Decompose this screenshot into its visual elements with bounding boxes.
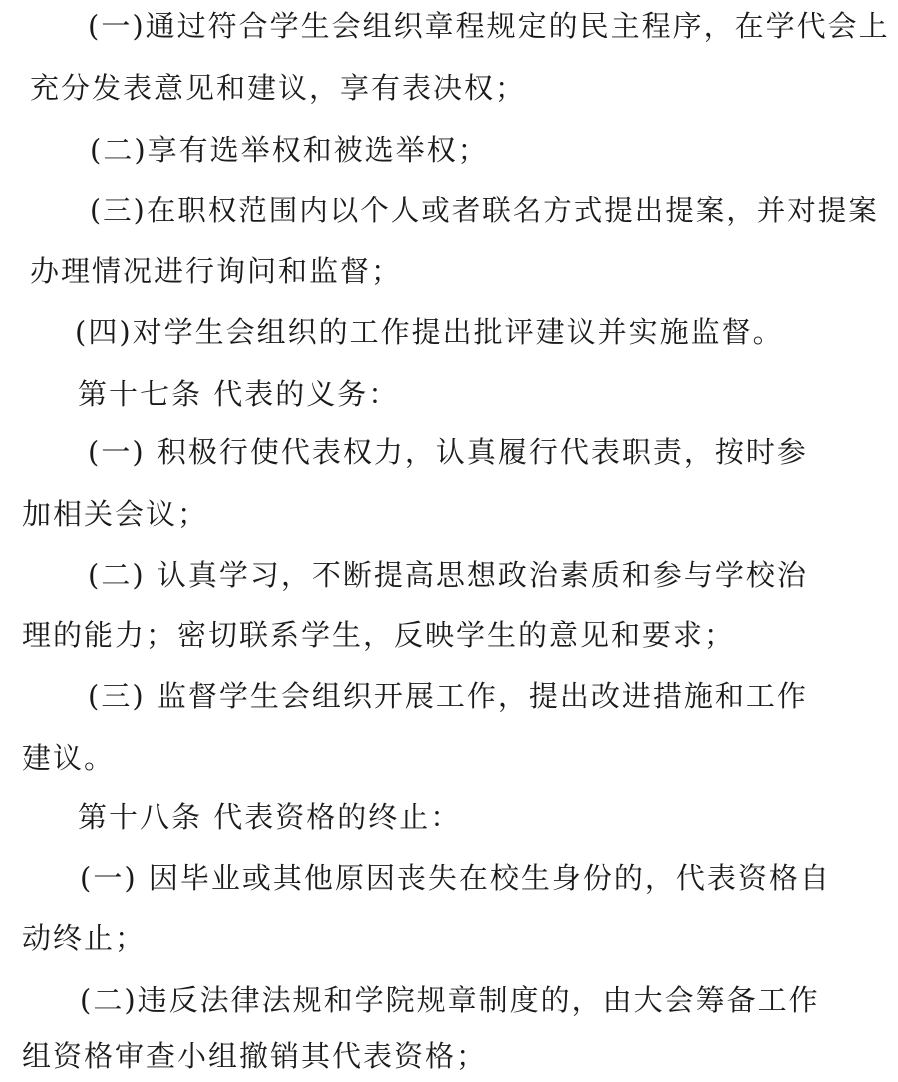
text-line: 第十七条 代表的义务：	[78, 377, 400, 411]
text-line: (二)享有选举权和被选举权；	[90, 133, 489, 167]
text-line: 建议。	[22, 741, 116, 775]
text-line: (四)对学生会组织的工作提出批评建议并实施监督。	[75, 315, 784, 349]
text-line: (一) 因毕业或其他原因丧失在校生身份的，代表资格自	[80, 861, 831, 895]
text-line: (三) 监督学生会组织开展工作，提出改进措施和工作	[88, 679, 808, 713]
text-line: 动终止；	[22, 921, 147, 955]
text-line: 办理情况进行询问和监督；	[30, 254, 403, 288]
text-line: (一) 积极行使代表权力，认真履行代表职责，按时参	[88, 435, 808, 469]
text-line: 充分发表意见和建议，享有表决权；	[30, 71, 527, 105]
text-line: (一)通过符合学生会组织章程规定的民主程序，在学代会上	[88, 9, 890, 43]
text-line: (三)在职权范围内以个人或者联名方式提出提案，并对提案	[90, 194, 879, 227]
text-line: 理的能力；密切联系学生，反映学生的意见和要求；	[22, 618, 736, 652]
text-line: (二) 认真学习，不断提高思想政治素质和参与学校治	[88, 558, 808, 592]
text-line: 组资格审查小组撤销其代表资格；	[22, 1039, 488, 1073]
text-line: (二)违反法律法规和学院规章制度的，由大会筹备工作	[80, 983, 820, 1017]
text-line: 第十八条 代表资格的终止：	[78, 800, 462, 834]
text-line: 加相关会议；	[22, 497, 209, 531]
